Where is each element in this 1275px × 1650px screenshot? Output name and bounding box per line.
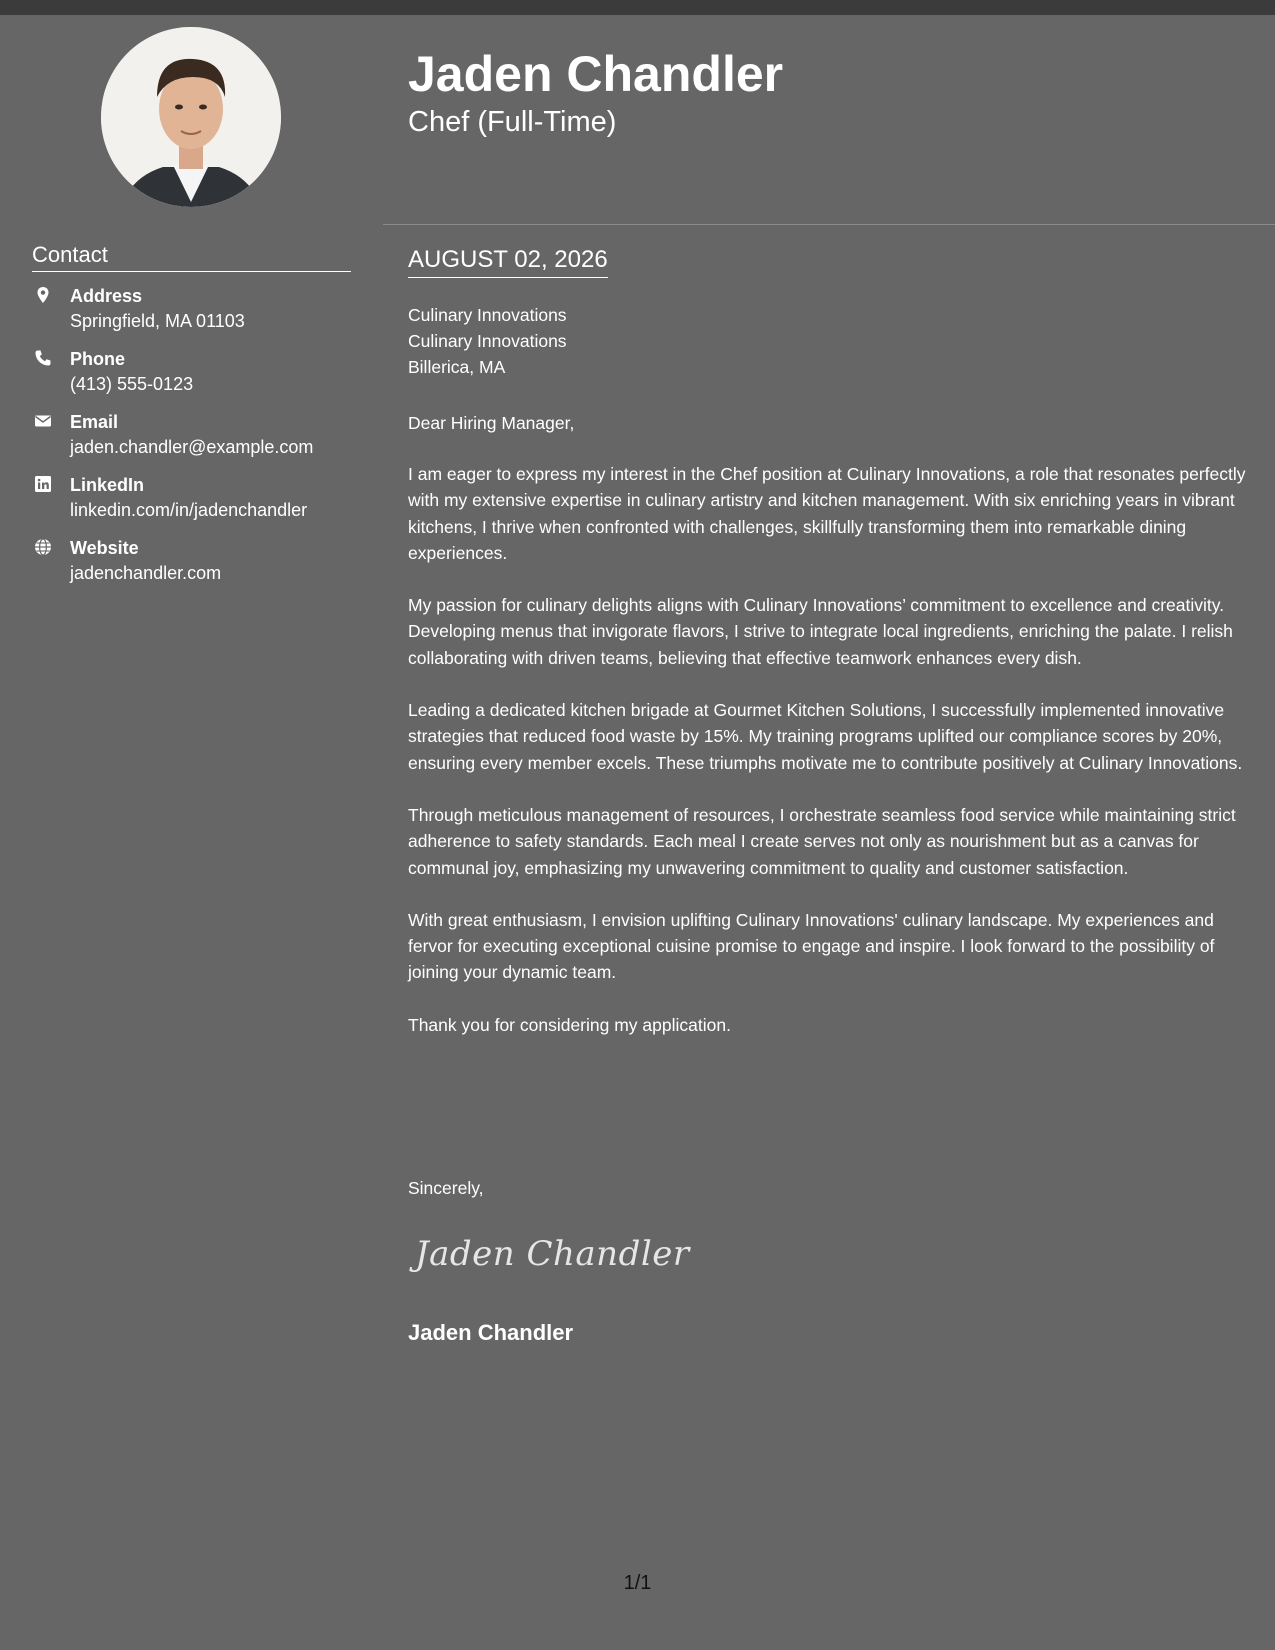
profile-photo — [101, 27, 281, 207]
contact-list — [32, 284, 362, 599]
contact-phone — [32, 347, 362, 410]
body-paragraph: I am eager to express my interest in the Chef position at Culinary Innovations, a role that resonates perfectly with my extensive expertise in culinary artistry and kitchen management. With six enriching years in vibrant kitchens, I thrive when confronted with challenges, skillfully transforming them into remarkable dining experiences. — [408, 464, 1246, 563]
body-paragraph: Thank you for considering my application. — [408, 1014, 731, 1035]
salutation: Dear Hiring Manager, — [408, 413, 575, 433]
handwritten-signature: Jaden Chandler — [415, 1234, 690, 1274]
closing: Sincerely, — [408, 1178, 484, 1198]
job-title: Chef (Full-Time) — [408, 106, 617, 138]
contact-heading: Contact — [32, 240, 351, 272]
body-paragraph: Leading a dedicated kitchen brigade at Gourmet Kitchen Solutions, I successfully implemented innovative strategies that reduced food waste by 15%. My training programs uplifted our compliance scores by 20%, ensuring every member excels. These triumphs motivate me to contribute positively at Culinary Innovations. — [408, 700, 1243, 773]
recipient-line: Culinary Innovations — [408, 331, 567, 351]
contact-address — [32, 284, 362, 347]
signoff-name: Jaden Chandler — [408, 1320, 574, 1345]
contact-label: Phone — [70, 349, 126, 369]
contact-value: Springfield, MA 01103 — [70, 311, 245, 331]
linkedin-icon — [34, 475, 52, 493]
globe-icon — [34, 538, 52, 556]
top-bar — [0, 0, 1275, 15]
contact-label: Email — [70, 412, 119, 432]
letter-date: AUGUST 02, 2026 — [408, 244, 608, 278]
contact-value: jadenchandler.com — [70, 563, 222, 583]
applicant-name: Jaden Chandler — [408, 46, 784, 102]
contact-email — [32, 410, 362, 473]
recipient-line: Billerica, MA — [408, 357, 506, 377]
phone-icon — [34, 349, 52, 367]
body-paragraph: With great enthusiasm, I envision uplifting Culinary Innovations' culinary landscape. My experiences and fervor for executing exceptional cuisine promise to engage and inspire. I look forward to the possibility of joining your dynamic team. — [408, 909, 1215, 983]
location-pin-icon — [34, 286, 52, 304]
header-divider — [383, 224, 1275, 225]
body-paragraph: Through meticulous management of resources, I orchestrate seamless food service while maintaining strict adherence to safety standards. Each meal I create serves not only as nourishment but as a canvas for communal joy, emphasizing my unwavering commitment to quality and customer satisfaction. — [408, 804, 1236, 878]
page-number: 1/1 — [623, 1572, 652, 1594]
contact-website — [32, 536, 362, 599]
contact-value: jaden.chandler@example.com — [70, 437, 314, 457]
recipient-line: Culinary Innovations — [408, 305, 567, 325]
contact-value: (413) 555-0123 — [70, 374, 194, 394]
body-paragraph: My passion for culinary delights aligns with Culinary Innovations’ commitment to excellence and creativity. Developing menus that invigorate flavors, I strive to integrate local ingredients, enriching the palate. I relish collaborating with driven teams, believing that effective teamwork enhances every dish. — [408, 595, 1233, 668]
envelope-icon — [34, 412, 52, 430]
contact-value: linkedin.com/in/jadenchandler — [70, 500, 308, 520]
contact-label: Address — [70, 286, 143, 306]
letter-body — [408, 461, 1253, 1064]
contact-linkedin — [32, 473, 362, 536]
recipient-block — [408, 302, 567, 380]
contact-label: LinkedIn — [70, 475, 145, 495]
contact-label: Website — [70, 538, 139, 558]
